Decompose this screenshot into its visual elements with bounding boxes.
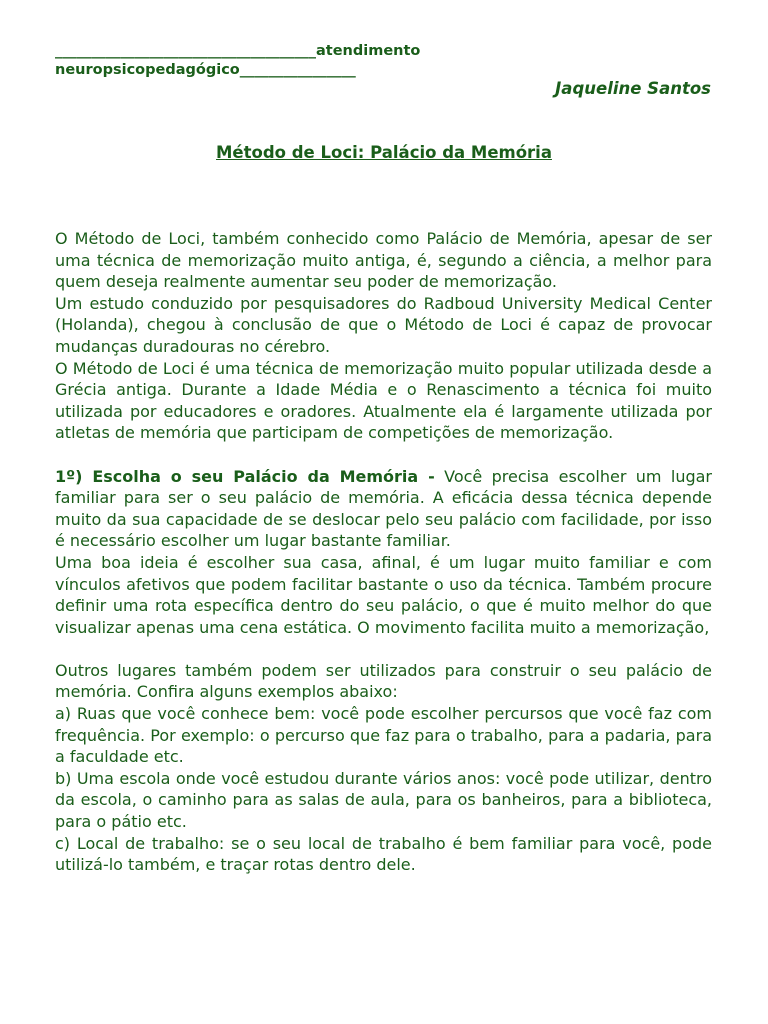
author-name: Jaqueline Santos	[555, 79, 711, 98]
document-body	[55, 228, 712, 876]
others-intro: Outros lugares também podem ser utilizados para construir o seu palácio de memória. Confira alguns exemplos abaixo:	[55, 660, 712, 702]
spacer	[55, 444, 712, 466]
step1-paragraph-2: Uma boa ideia é escolher sua casa, afinal, é um lugar muito familiar e com vínculos afetivos que podem facilitar bastante o uso da técnica. Também procure definir uma rota específica dentro do seu palácio, o que é muito melhor do que visualizar apenas uma cena estática. O movimento facilita muito a memorização,	[55, 552, 712, 637]
others-item-a: a) Ruas que você conhece bem: você pode escolher percursos que você faz com frequência. Por exemplo: o percurso que faz para o trabalho, para a padaria, para a faculdade etc.	[55, 704, 712, 767]
intro-paragraph-1: O Método de Loci, também conhecido como Palácio de Memória, apesar de ser uma técnica de memorização muito antiga, é, segundo a ciência, a melhor para quem deseja realmente aumentar seu poder de memorização.	[55, 229, 712, 292]
step1-heading: 1º) Escolha o seu Palácio da Memória -	[55, 466, 435, 486]
spacer	[55, 638, 712, 660]
header-line-1: ____________________________________atendimento	[55, 43, 421, 59]
header-line-2: neuropsicopedagógico________________	[55, 62, 356, 78]
others-item-b: b) Uma escola onde você estudou durante vários anos: você pode utilizar, dentro da escola, o caminho para as salas de aula, para os banheiros, para a biblioteca, para o pátio etc.	[55, 768, 712, 832]
document-title-wrapper	[0, 143, 768, 162]
header-block	[55, 42, 421, 80]
step1-paragraph	[55, 466, 712, 552]
others-item-c: c) Local de trabalho: se o seu local de trabalho é bem familiar para você, pode utilizá-lo também, e traçar rotas dentro dele.	[55, 833, 712, 875]
intro-paragraph-3: O Método de Loci é uma técnica de memorização muito popular utilizada desde a Grécia antiga. Durante a Idade Média e o Renascimento a técnica foi muito utilizada por educadores e oradores. Atualmente ela é largamente utilizada por atletas de memória que participam de competições de memorização.	[55, 358, 712, 443]
step1-text: Você precisa escolher um lugar familiar para ser o seu palácio de memória. A eficácia dessa técnica depende muito da sua capacidade de se deslocar pelo seu palácio com facilidade, por isso é necessário escolher um lugar bastante familiar.	[55, 466, 713, 551]
document-title: Método de Loci: Palácio da Memória	[216, 143, 552, 162]
intro-paragraph-2: Um estudo conduzido por pesquisadores do Radboud University Medical Center (Holanda), chegou à conclusão de que o Método de Loci é capaz de provocar mudanças duradouras no cérebro.	[55, 293, 712, 356]
